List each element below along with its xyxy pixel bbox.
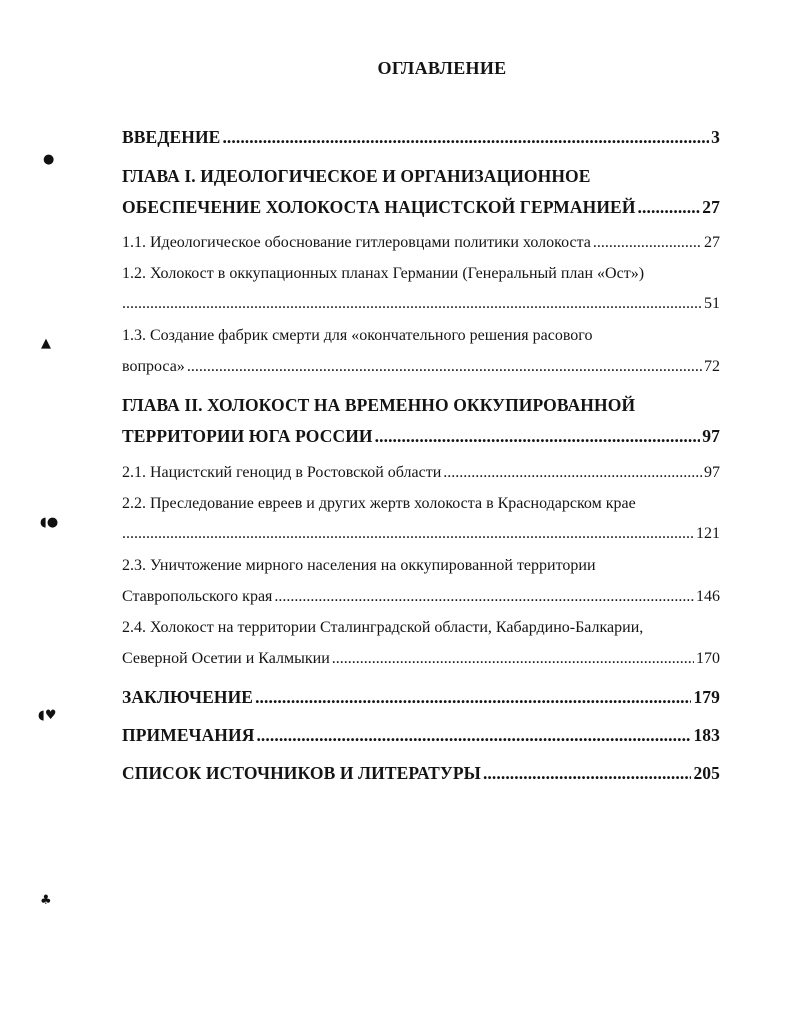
binding-hole-mark: ◖● <box>40 515 59 530</box>
toc-entry-2-4 <box>122 650 720 668</box>
dot-leader <box>483 763 691 784</box>
dot-leader <box>187 358 702 376</box>
toc-entry-1-3-title-line1: 1.3. Создание фабрик смерти для «окончательного решения расового <box>122 327 593 344</box>
toc-entry-title: СПИСОК ИСТОЧНИКОВ И ЛИТЕРАТУРЫ <box>122 763 481 783</box>
toc-entry-2-3 <box>122 588 720 606</box>
toc-entry-title: 1.1. Идеологическое обоснование гитлеровцами политики холокоста <box>122 234 591 251</box>
binding-hole-mark: ◖♥ <box>38 708 57 723</box>
binding-hole-mark: ● <box>43 152 55 167</box>
toc-entry-page: 51 <box>704 295 720 312</box>
toc-entry-1-2-title: 1.2. Холокост в оккупационных планах Германии (Генеральный план «Ост») <box>122 265 645 282</box>
toc-entry-page: 97 <box>704 464 720 481</box>
toc-entry-page: 183 <box>693 725 720 745</box>
toc-entry-conclusion <box>122 687 720 708</box>
toc-entry-page: 205 <box>693 763 720 783</box>
toc-entry-2-3-title-line1: 2.3. Уничтожение мирного населения на оккупированной территории <box>122 557 596 574</box>
toc-entry-chapter2 <box>122 426 720 447</box>
toc-entry-page: 27 <box>702 197 720 217</box>
dot-leader <box>332 650 694 668</box>
toc-entry-title: ОБЕСПЕЧЕНИЕ ХОЛОКОСТА НАЦИСТСКОЙ ГЕРМАНИЕЙ <box>122 197 636 217</box>
toc-entry-title: ТЕРРИТОРИИ ЮГА РОССИИ <box>122 426 373 446</box>
toc-entry-title: вопроса» <box>122 358 185 375</box>
toc-entry-1-3 <box>122 358 720 376</box>
dot-leader <box>638 197 701 218</box>
page-title: ОГЛАВЛЕНИЕ <box>377 58 507 78</box>
binding-hole-mark: ▲ <box>41 336 51 351</box>
dot-leader <box>122 525 694 543</box>
toc-chapter2-title-line1: ГЛАВА II. ХОЛОКОСТ НА ВРЕМЕННО ОККУПИРОВАННОЙ <box>122 395 636 415</box>
dot-leader <box>122 295 702 313</box>
toc-entry-page: 3 <box>711 127 720 147</box>
toc-entry-page: 170 <box>696 650 720 667</box>
toc-entry-chapter1 <box>122 197 720 218</box>
toc-entry-title: ПРИМЕЧАНИЯ <box>122 725 255 745</box>
toc-entry-2-2-title: 2.2. Преследование евреев и других жертв холокоста в Краснодарском крае <box>122 495 636 512</box>
dot-leader <box>375 426 701 447</box>
toc-entry-title: ВВЕДЕНИЕ <box>122 127 221 147</box>
dot-leader <box>222 127 709 148</box>
toc-entry-page: 27 <box>704 234 720 251</box>
dot-leader <box>593 234 702 252</box>
toc-entry-title: 2.1. Нацистский геноцид в Ростовской области <box>122 464 442 481</box>
toc-entry-sources <box>122 763 720 784</box>
toc-entry-1-2 <box>122 295 720 313</box>
toc-entry-page: 146 <box>696 588 720 605</box>
dot-leader <box>443 464 702 482</box>
toc-entry-title: Северной Осетии и Калмыкии <box>122 650 330 667</box>
binding-hole-mark: ♣ <box>40 893 52 908</box>
dot-leader <box>274 588 694 606</box>
toc-entry-2-2 <box>122 525 720 543</box>
toc-entry-page: 179 <box>693 687 720 707</box>
toc-entry-page: 72 <box>704 358 720 375</box>
toc-entry-page: 121 <box>696 525 720 542</box>
toc-chapter1-title-line1: ГЛАВА I. ИДЕОЛОГИЧЕСКОЕ И ОРГАНИЗАЦИОННОЕ <box>122 166 591 186</box>
toc-entry-2-4-title-line1: 2.4. Холокост на территории Сталинградской области, Кабардино-Балкарии, <box>122 619 644 636</box>
toc-entry-1-1 <box>122 234 720 252</box>
toc-entry-page: 97 <box>702 426 720 446</box>
dot-leader <box>255 687 691 708</box>
toc-entry-introduction <box>122 127 720 148</box>
dot-leader <box>256 725 691 746</box>
toc-entry-title: Ставропольского края <box>122 588 273 605</box>
toc-entry-title: ЗАКЛЮЧЕНИЕ <box>122 687 254 707</box>
toc-entry-2-1 <box>122 464 720 482</box>
toc-entry-notes <box>122 725 720 746</box>
